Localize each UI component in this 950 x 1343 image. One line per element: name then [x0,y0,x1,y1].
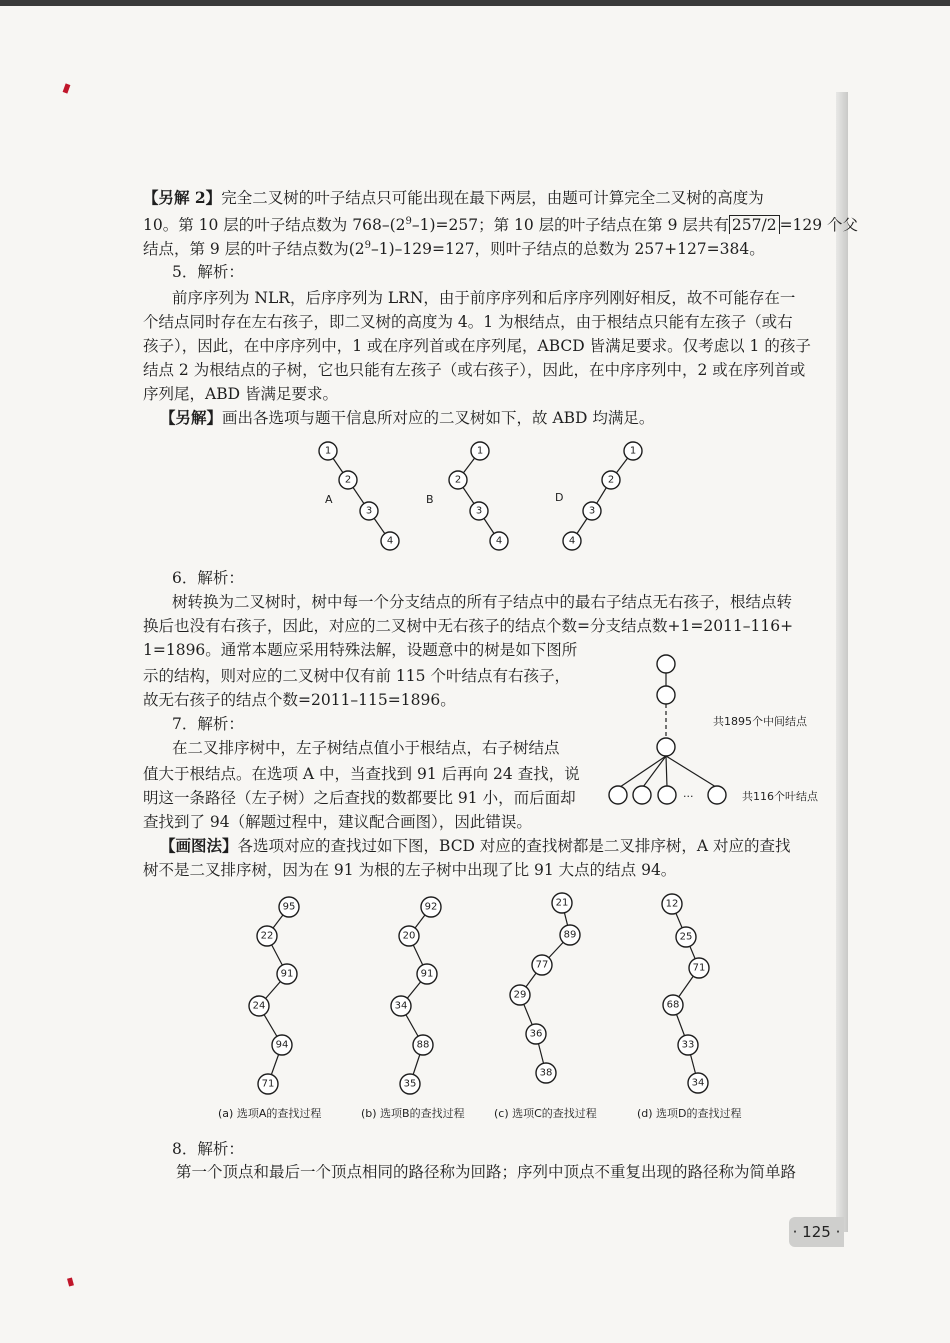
tree-b-label: 91 [420,968,434,980]
tree-A-label-4: 4 [386,535,394,547]
tree-A [319,442,399,550]
tree-D-label-2: 2 [607,474,615,486]
q7-line3: 明这一条路径（左子树）之后查找的数都要比 91 小，而后面却 [143,789,576,807]
q6-line4: 示的结构，则对应的二叉树中仅有前 115 个叶结点有右孩子， [143,667,570,685]
tree-a-label: 94 [275,1039,289,1051]
tree-d-caption: (d) 选项D的查找过程 [637,1107,742,1120]
q7-heading: 7．解析： [172,715,244,733]
tree-b-label: 34 [394,1000,408,1012]
tree-d-label: 33 [681,1039,695,1051]
tree-a-label: 71 [261,1078,275,1090]
tree-D-caption: D [555,491,564,504]
tree-d-label: 25 [679,931,693,943]
q6-line5: 故无右孩子的结点个数=2011–115=1896。 [143,691,456,709]
search-tree-a [218,897,321,1120]
tree-B-label-4: 4 [495,535,503,547]
q5-line2: 个结点同时存在左右孩子，即二叉树的高度为 4。1 为根结点，由于根结点只能有左孩子（或右 [143,313,793,331]
tree-c-label: 38 [539,1067,553,1079]
tree-D-label-4: 4 [568,535,576,547]
q7-line5: 【画图法】各选项对应的查找过如下图，BCD 对应的查找树都是二叉排序树，A 对应的查找 [160,836,791,855]
search-tree-c [494,893,597,1120]
p1-line2: 10。第 10 层的叶子结点数为 $768-(2^9-1)=257$；第 10 层的叶子结点在第 9 层共有 257/2 =129 个父 [143,216,859,235]
tree-b-label: 35 [403,1078,417,1090]
q5-line4: 结点 2 为根结点的子树，它也只能有左孩子（或右孩子），因此，在中序序列中，2 或在序列首或 [143,361,806,379]
tree-d-label: 68 [666,999,680,1011]
tree-d-label: 71 [692,962,706,974]
q6-leaf-count-label: 共116个叶结点 [742,790,818,803]
tree-c-label: 89 [563,929,577,941]
page-number: · 125 · [789,1217,844,1247]
tree-B-label-1: 1 [476,445,484,457]
q5-line1: 前序序列为 NLR，后序序列为 LRN，由于前序序列和后序序列刚好相反，故不可能存在一 [172,289,796,307]
q8-line1: 第一个顶点和最后一个顶点相同的路径称为回路；序列中顶点不重复出现的路径称为简单路 [176,1163,797,1181]
q6-heading: 6．解析： [172,569,244,587]
q5-heading: 5．解析： [172,263,244,281]
tree-b-label: 20 [402,930,416,942]
tree-B-caption: B [426,493,434,506]
q5-line3: 孩子），因此，在中序序列中，1 或在序列首或在序列尾，ABCD 皆满足要求。仅考虑以 1 的孩子 [143,337,811,355]
q7-line4: 查找到了 94（解题过程中，建议配合画图），因此错误。 [143,813,532,831]
tree-c-label: 77 [535,959,549,971]
q7-line1: 在二叉排序树中，左子树结点值小于根结点，右子树结点 [172,739,560,757]
tree-c-label: 21 [555,897,569,909]
tree-B-label-2: 2 [454,474,462,486]
tree-d-label: 34 [691,1077,705,1089]
tree-B-label-3: 3 [475,505,483,517]
tree-d-label: 12 [665,898,679,910]
q7-line6: 树不是二叉排序树，因为在 91 为根的左子树中出现了比 91 大点的结点 94。 [143,861,677,879]
q6-middle-count-label: 共1895个中间结点 [713,715,807,728]
tree-a-label: 24 [252,1000,266,1012]
tree-c-label: 36 [529,1028,543,1040]
q6-line3: 1=1896。通常本题应采用特殊法解，设题意中的树是如下图所 [143,641,578,659]
tree-b-label: 92 [424,901,438,913]
tree-D [555,442,642,550]
p1-line3: 结点，第 9 层的叶子结点数为$(2^9-1)-129=127$，则叶子结点的总数为 257+127=384。 [143,240,765,259]
search-tree-d [637,894,742,1120]
q6-line1: 树转换为二叉树时，树中每一个分支结点的所有子结点中的最右子结点无右孩子，根结点转 [172,593,793,611]
tree-D-label-1: 1 [629,445,637,457]
tree-b-label: 88 [416,1039,430,1051]
tree-a-caption: (a) 选项A的查找过程 [218,1107,322,1120]
q5-line5: 序列尾，ABD 皆满足要求。 [143,385,338,403]
tree-B [426,442,508,550]
ceiling-expression: 257/2 [729,215,780,234]
search-tree-b [361,897,465,1120]
p1-line1: 【另解 2】完全二叉树的叶子结点只可能出现在最下两层，由题可计算完全二叉树的高度为 [143,188,764,207]
tree-A-label-1: 1 [324,445,332,457]
tree-A-caption: A [325,493,333,506]
tree-a-label: 22 [260,930,274,942]
tree-c-label: 29 [513,989,527,1001]
tree-D-label-3: 3 [588,505,596,517]
tree-c-caption: (c) 选项C的查找过程 [494,1107,597,1120]
tree-b-caption: (b) 选项B的查找过程 [361,1107,465,1120]
q5-alt: 【另解】画出各选项与题干信息所对应的二叉树如下，故 ABD 均满足。 [160,408,655,427]
q8-heading: 8．解析： [172,1140,244,1158]
tree-A-label-3: 3 [365,505,373,517]
tree-A-label-2: 2 [344,474,352,486]
tree-a-label: 95 [282,901,296,913]
q7-line2: 值大于根结点。在选项 A 中，当查找到 91 后再向 24 查找，说 [143,765,580,783]
tree-a-label: 91 [280,968,294,980]
q6-leaf-ellipsis: ··· [683,790,694,803]
q6-line2: 换后也没有右孩子，因此，对应的二叉树中无右孩子的结点个数=分支结点数+1=2011–116+ [143,617,794,635]
